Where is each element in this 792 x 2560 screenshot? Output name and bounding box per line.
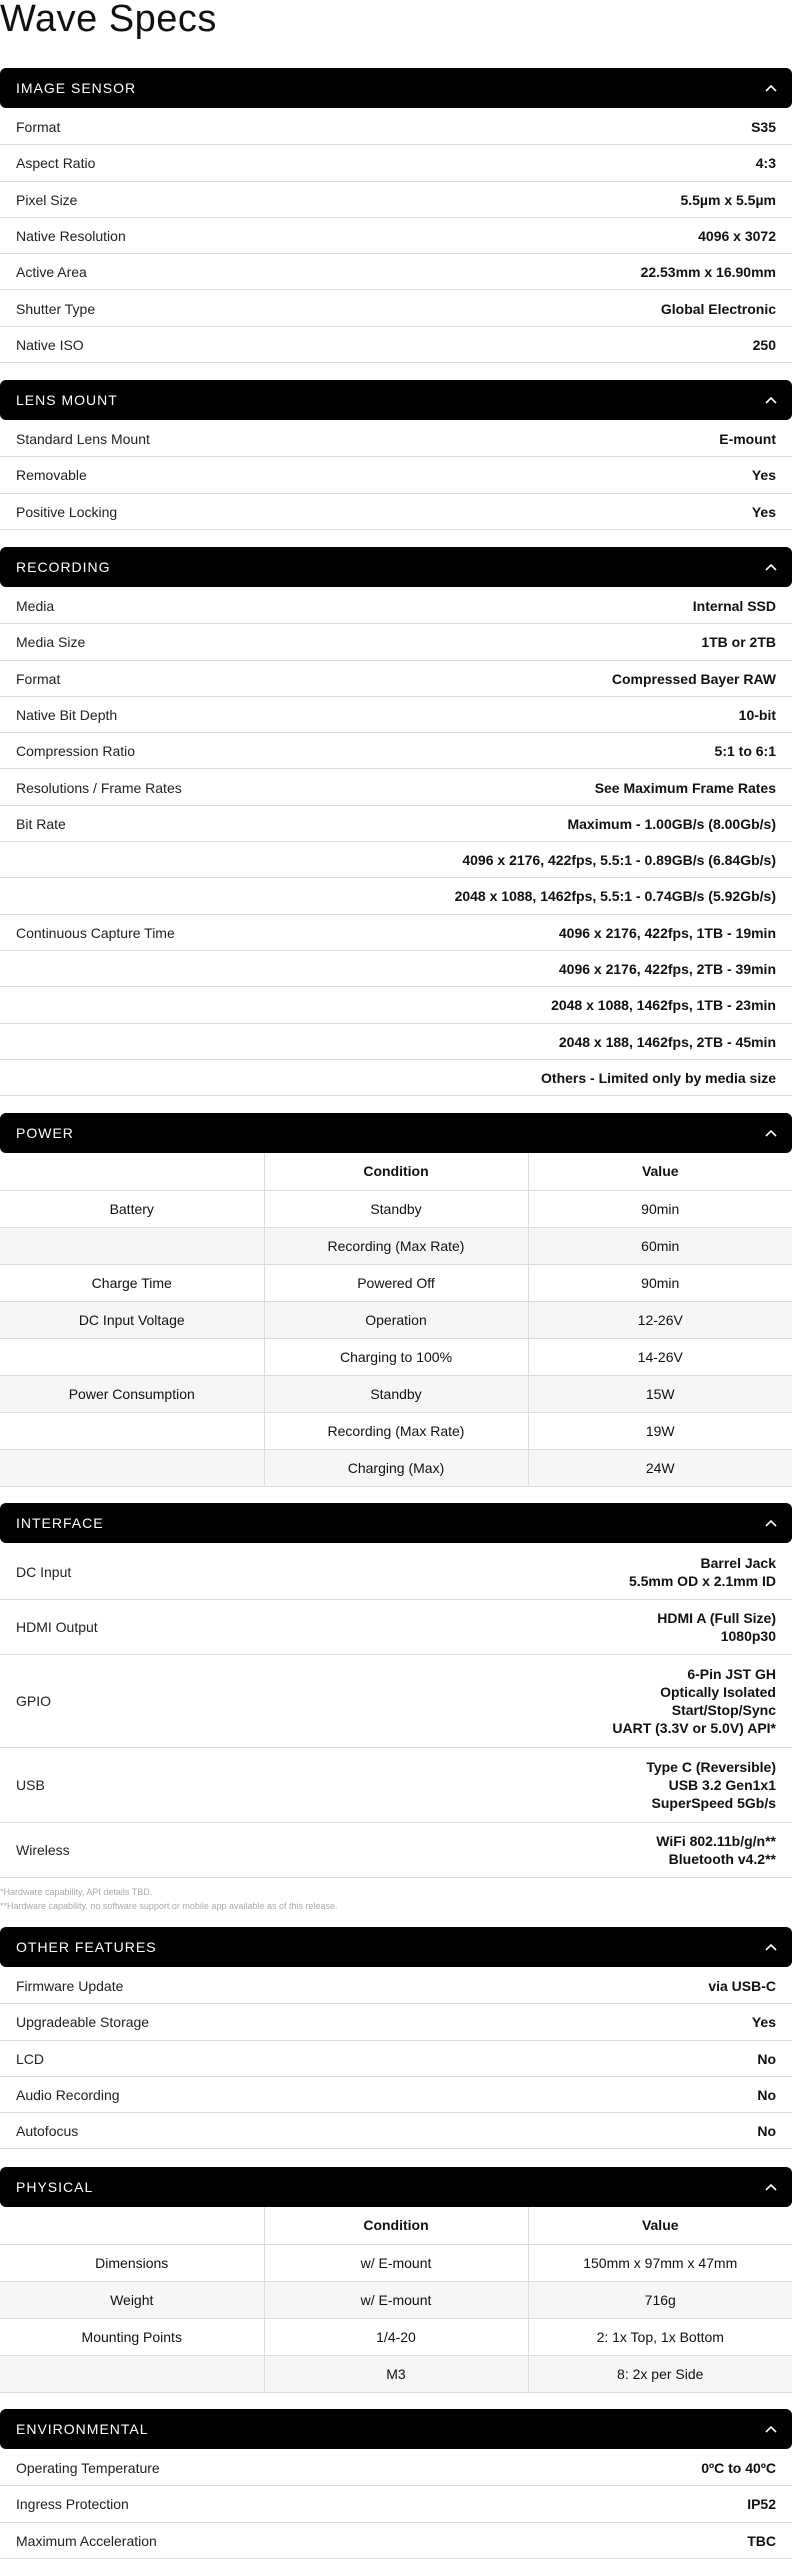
table-cell: Recording (Max Rate)	[264, 1227, 528, 1264]
spec-label: Ingress Protection	[16, 2496, 129, 2513]
spec-value: via USB-C	[708, 1978, 776, 1994]
spec-label: DC Input	[16, 1564, 72, 1580]
spec-value: No	[757, 2050, 776, 2067]
table-row	[0, 1264, 792, 1301]
table-cell: Recording (Max Rate)	[264, 1412, 528, 1449]
spec-row	[0, 145, 792, 181]
section-title: PHYSICAL	[16, 2179, 94, 2195]
spec-label: USB	[16, 1777, 45, 1793]
table-cell	[0, 1412, 264, 1449]
spec-value: Yes	[751, 467, 776, 484]
chevron-up-icon	[764, 393, 778, 407]
spec-value: 2048 x 1088, 1462fps, 1TB - 23min	[551, 997, 776, 1014]
table-cell: 150mm x 97mm x 47mm	[528, 2244, 792, 2281]
spec-row	[0, 878, 792, 914]
table-cell: 716g	[528, 2281, 792, 2318]
table-row	[0, 1449, 792, 1486]
spec-label: Media Size	[16, 634, 86, 651]
section-header-recording[interactable]	[0, 547, 792, 587]
spec-label: GPIO	[16, 1693, 52, 1709]
power-table	[0, 1153, 792, 1487]
table-cell: 8: 2x per Side	[528, 2355, 792, 2392]
spec-label: Operating Temperature	[16, 2460, 160, 2476]
table-cell: 1/4-20	[264, 2318, 528, 2355]
chevron-up-icon	[764, 1940, 778, 1954]
table-row	[0, 2244, 792, 2281]
section-title: IMAGE SENSOR	[16, 80, 137, 96]
table-cell: 14-26V	[528, 1338, 792, 1375]
spec-row	[0, 2077, 792, 2113]
spec-label: Format	[16, 670, 61, 687]
spec-value: 4096 x 2176, 422fps, 2TB - 39min	[558, 961, 776, 977]
spec-row	[0, 254, 792, 290]
spec-value-line: Start/Stop/Sync	[671, 1702, 776, 1718]
chevron-up-icon	[764, 2422, 778, 2436]
spec-value: No	[757, 2123, 776, 2140]
section-header-image-sensor[interactable]	[0, 68, 792, 108]
spec-value: 4096 x 3072	[698, 227, 776, 244]
spec-value-line: 5.5mm OD x 2.1mm ID	[628, 1573, 776, 1589]
spec-label: Shutter Type	[16, 300, 96, 317]
spec-row	[0, 1655, 792, 1748]
table-cell: Battery	[0, 1190, 264, 1227]
table-cell: Charging to 100%	[264, 1338, 528, 1375]
spec-value: Global Electronic	[660, 300, 776, 317]
spec-value-line: 6-Pin JST GH	[687, 1666, 776, 1682]
physical-table	[0, 2207, 792, 2393]
table-cell: 24W	[528, 1449, 792, 1486]
spec-label: Aspect Ratio	[16, 155, 96, 172]
chevron-up-icon	[764, 560, 778, 574]
table-cell: Mounting Points	[0, 2318, 264, 2355]
spec-row	[0, 1060, 792, 1096]
chevron-up-icon	[764, 1516, 778, 1530]
spec-row	[0, 1968, 792, 2004]
spec-value: 250	[752, 336, 776, 353]
footnote: **Hardware capability, no software support or mobile app available as of this release.	[0, 1901, 338, 1911]
spec-value: 4096 x 2176, 422fps, 5.5:1 - 0.89GB/s (6.84Gb/s)	[462, 852, 776, 869]
spec-label: Upgradeable Storage	[16, 2014, 150, 2031]
chevron-up-icon	[764, 1126, 778, 1140]
spec-value: No	[757, 2086, 776, 2103]
spec-row	[0, 2041, 792, 2077]
table-row	[0, 2281, 792, 2318]
spec-value-line: Bluetooth v4.2**	[668, 1851, 776, 1867]
spec-row	[0, 182, 792, 218]
spec-row	[0, 291, 792, 327]
footnotes	[0, 1885, 338, 1913]
section-title: RECORDING	[16, 559, 111, 575]
spec-label: Resolutions / Frame Rates	[16, 779, 182, 796]
table-cell: 90min	[528, 1264, 792, 1301]
table-cell: Charge Time	[0, 1264, 264, 1301]
spec-value: Others - Limited only by media size	[541, 1069, 776, 1086]
spec-label: Audio Recording	[16, 2086, 120, 2103]
section-header-other-features[interactable]	[0, 1927, 792, 1967]
table-cell: Charging (Max)	[264, 1449, 528, 1486]
spec-row	[0, 1748, 792, 1823]
spec-value	[646, 1758, 776, 1812]
spec-value	[629, 1554, 776, 1590]
spec-value-line: 1080p30	[720, 1628, 776, 1644]
table-header-cell: Value	[528, 1153, 792, 1190]
spec-label: Standard Lens Mount	[16, 431, 150, 447]
table-cell	[0, 1338, 264, 1375]
spec-row	[0, 806, 792, 842]
table-row	[0, 1338, 792, 1375]
spec-value: Yes	[751, 2014, 776, 2031]
spec-label: Autofocus	[16, 2123, 79, 2140]
spec-row	[0, 842, 792, 878]
spec-value: See Maximum Frame Rates	[594, 779, 776, 796]
spec-value	[612, 1665, 776, 1737]
table-header-row	[0, 1153, 792, 1190]
page-title: Wave Specs	[0, 0, 217, 40]
spec-value: 5.5µm x 5.5µm	[680, 191, 776, 208]
spec-row	[0, 915, 792, 951]
table-row	[0, 1412, 792, 1449]
table-cell: 19W	[528, 1412, 792, 1449]
table-cell	[0, 2355, 264, 2392]
table-cell: Power Consumption	[0, 1375, 264, 1412]
spec-row	[0, 1823, 792, 1878]
table-row	[0, 1227, 792, 1264]
chevron-up-icon	[764, 2180, 778, 2194]
spec-label: Removable	[16, 467, 87, 484]
table-cell: 2: 1x Top, 1x Bottom	[528, 2318, 792, 2355]
table-row	[0, 2318, 792, 2355]
spec-label: Pixel Size	[16, 191, 78, 208]
table-header-cell	[0, 1153, 264, 1190]
spec-value: Yes	[751, 503, 776, 520]
table-cell: 60min	[528, 1227, 792, 1264]
spec-value: Maximum - 1.00GB/s (8.00Gb/s)	[567, 815, 776, 832]
table-cell: 90min	[528, 1190, 792, 1227]
table-cell: M3	[264, 2355, 528, 2392]
table-header-cell: Condition	[264, 2207, 528, 2244]
spec-value: Compressed Bayer RAW	[611, 670, 776, 687]
table-cell: w/ E-mount	[264, 2281, 528, 2318]
table-row	[0, 1375, 792, 1412]
spec-label: Native ISO	[16, 336, 84, 353]
section-header-power[interactable]	[0, 1113, 792, 1153]
spec-value: 4:3	[755, 155, 776, 172]
spec-row	[0, 770, 792, 806]
table-cell: Dimensions	[0, 2244, 264, 2281]
spec-value-line: USB 3.2 Gen1x1	[668, 1777, 776, 1793]
spec-value-line: SuperSpeed 5Gb/s	[651, 1795, 776, 1811]
section-header-interface[interactable]	[0, 1503, 792, 1543]
section-title: LENS MOUNT	[16, 392, 118, 408]
spec-value: 0ºC to 40ºC	[701, 2460, 776, 2476]
spec-value: IP52	[747, 2496, 776, 2513]
spec-label: Compression Ratio	[16, 743, 136, 760]
spec-row	[0, 987, 792, 1023]
spec-value	[656, 1832, 776, 1868]
spec-row	[0, 2004, 792, 2040]
spec-value-line: Optically Isolated	[660, 1684, 776, 1700]
spec-value: 22.53mm x 16.90mm	[640, 264, 776, 281]
spec-value-line: WiFi 802.11b/g/n**	[656, 1833, 776, 1849]
spec-value: 1TB or 2TB	[701, 634, 776, 651]
spec-value-line: HDMI A (Full Size)	[657, 1610, 776, 1626]
spec-value: 4096 x 2176, 422fps, 1TB - 19min	[558, 924, 776, 941]
table-cell: DC Input Voltage	[0, 1301, 264, 1338]
spec-row	[0, 624, 792, 660]
spec-row	[0, 2523, 792, 2559]
table-cell: 12-26V	[528, 1301, 792, 1338]
section-header-environmental[interactable]	[0, 2409, 792, 2449]
spec-value: 5:1 to 6:1	[714, 743, 776, 760]
spec-label: HDMI Output	[16, 1619, 98, 1635]
spec-label: Format	[16, 119, 61, 135]
spec-value-line: Barrel Jack	[700, 1555, 776, 1571]
spec-row	[0, 2486, 792, 2522]
spec-row	[0, 2450, 792, 2486]
table-cell: Powered Off	[264, 1264, 528, 1301]
section-title: POWER	[16, 1125, 74, 1141]
spec-row	[0, 661, 792, 697]
spec-label: Wireless	[16, 1842, 70, 1858]
spec-row	[0, 457, 792, 493]
spec-value: Internal SSD	[692, 598, 776, 614]
section-title: INTERFACE	[16, 1515, 104, 1531]
table-cell	[0, 1227, 264, 1264]
spec-row	[0, 733, 792, 769]
spec-value: 2048 x 1088, 1462fps, 5.5:1 - 0.74GB/s (5.92Gb/s)	[454, 888, 776, 905]
table-header-cell: Value	[528, 2207, 792, 2244]
spec-label: Positive Locking	[16, 503, 118, 520]
spec-row	[0, 1545, 792, 1600]
spec-label: Media	[16, 598, 55, 614]
section-title: ENVIRONMENTAL	[16, 2421, 149, 2437]
spec-label: Bit Rate	[16, 815, 66, 832]
spec-value-line: UART (3.3V or 5.0V) API*	[612, 1720, 776, 1736]
table-cell: Weight	[0, 2281, 264, 2318]
table-row	[0, 1190, 792, 1227]
section-header-physical[interactable]	[0, 2167, 792, 2207]
spec-row	[0, 697, 792, 733]
table-cell: w/ E-mount	[264, 2244, 528, 2281]
table-cell: Standby	[264, 1190, 528, 1227]
spec-value: 2048 x 188, 1462fps, 2TB - 45min	[558, 1033, 776, 1050]
table-cell: 15W	[528, 1375, 792, 1412]
spec-label: Native Resolution	[16, 227, 126, 244]
spec-label: Firmware Update	[16, 1978, 124, 1994]
spec-row	[0, 494, 792, 530]
chevron-up-icon	[764, 81, 778, 95]
table-cell: Standby	[264, 1375, 528, 1412]
spec-row	[0, 218, 792, 254]
table-cell	[0, 1449, 264, 1486]
spec-row	[0, 2113, 792, 2149]
spec-label: Active Area	[16, 264, 87, 281]
table-header-cell: Condition	[264, 1153, 528, 1190]
spec-value: 10-bit	[738, 706, 776, 723]
spec-row	[0, 1024, 792, 1060]
spec-value: TBC	[747, 2532, 776, 2549]
table-header-row	[0, 2207, 792, 2244]
table-header-cell	[0, 2207, 264, 2244]
spec-value: E-mount	[719, 431, 776, 447]
spec-row	[0, 421, 792, 457]
spec-row	[0, 109, 792, 145]
section-header-lens-mount[interactable]	[0, 380, 792, 420]
spec-row	[0, 588, 792, 624]
table-cell: Operation	[264, 1301, 528, 1338]
spec-value: S35	[751, 119, 776, 135]
footnote: *Hardware capability, API details TBD.	[0, 1887, 153, 1897]
spec-value-line: Type C (Reversible)	[646, 1759, 776, 1775]
spec-label: LCD	[16, 2050, 45, 2067]
spec-row	[0, 951, 792, 987]
spec-value	[657, 1609, 776, 1645]
spec-label: Continuous Capture Time	[16, 924, 175, 941]
table-row	[0, 1301, 792, 1338]
spec-row	[0, 1600, 792, 1655]
section-title: OTHER FEATURES	[16, 1939, 157, 1955]
spec-label: Maximum Acceleration	[16, 2532, 157, 2549]
spec-label: Native Bit Depth	[16, 706, 118, 723]
spec-row	[0, 327, 792, 363]
table-row	[0, 2355, 792, 2392]
